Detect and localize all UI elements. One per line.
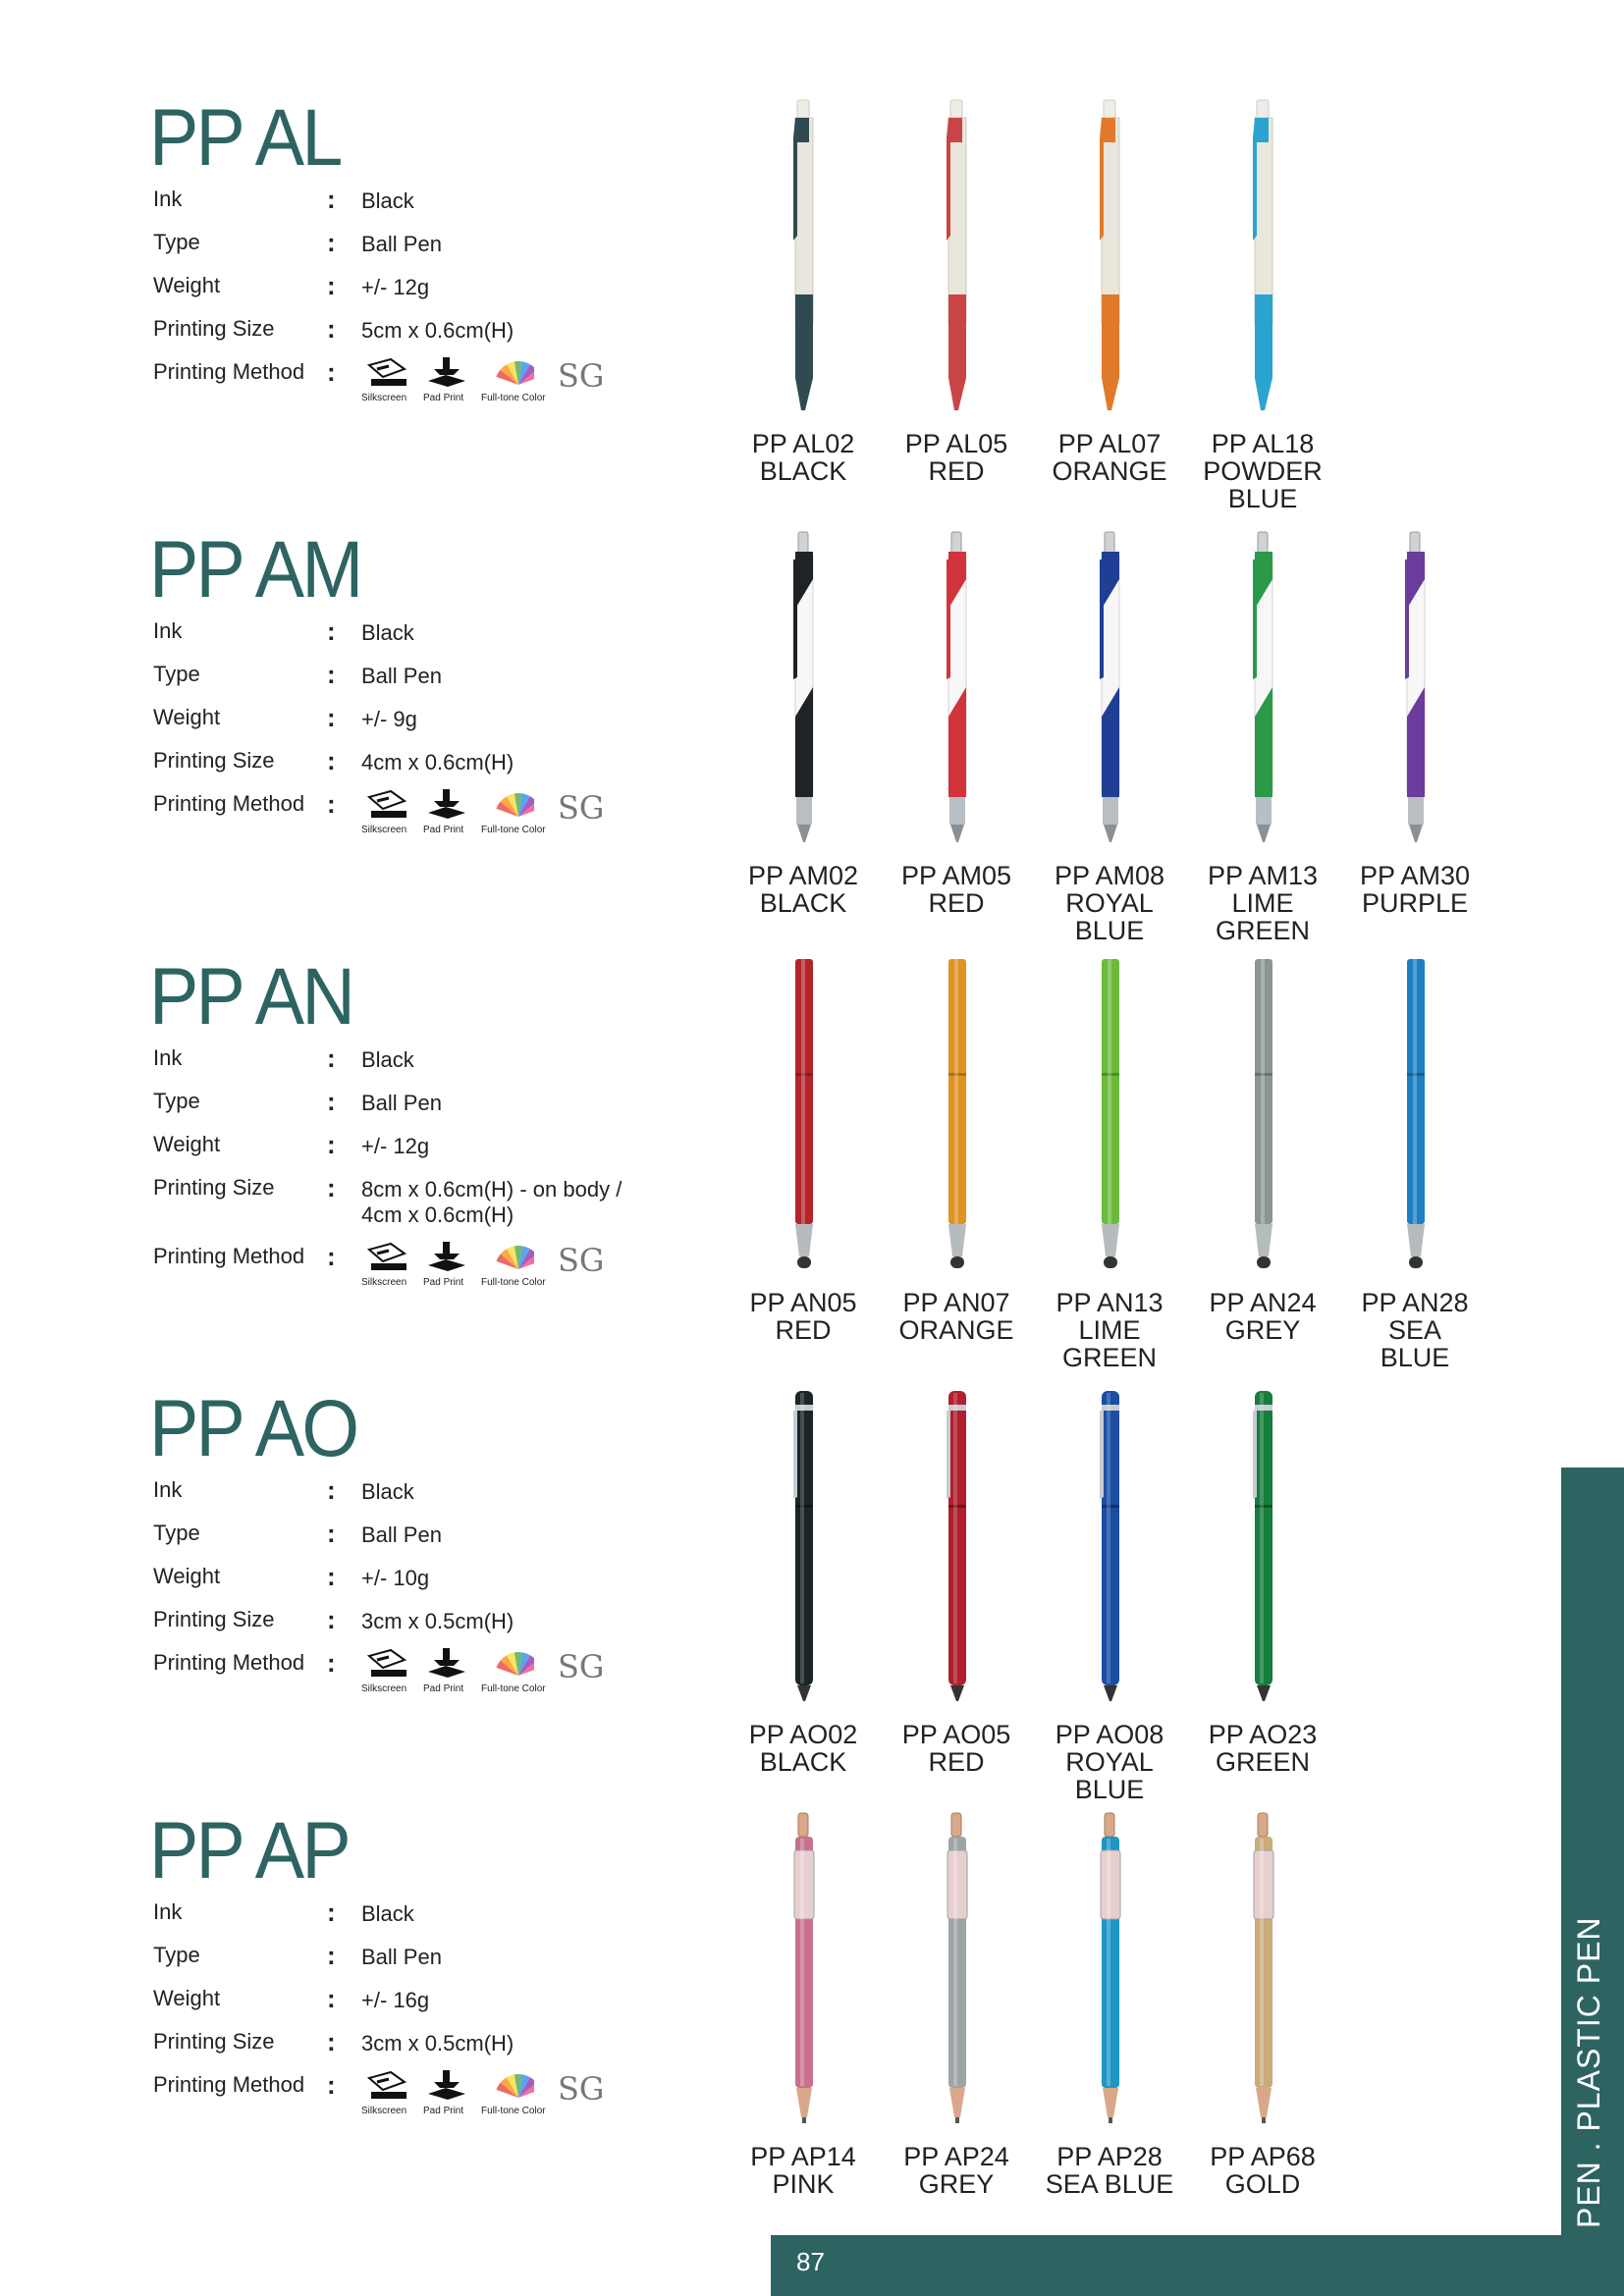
- pen-label: [725, 862, 882, 917]
- pen-image: [937, 1389, 976, 1703]
- printing-method-label: Printing Method: [153, 2072, 305, 2097]
- printing-size-label: Printing Size: [153, 2029, 275, 2054]
- printing-size-value: 3cm x 0.5cm(H): [361, 1609, 514, 1633]
- printing-size-value: 4cm x 0.6cm(H): [361, 750, 514, 774]
- printing-methods: [361, 2068, 617, 2119]
- footer-band: [771, 2235, 1624, 2296]
- pen-image: [1090, 530, 1129, 844]
- pen-code: PP AM30: [1359, 861, 1471, 890]
- pen-image: [937, 1811, 976, 2125]
- pen-image: [937, 98, 976, 412]
- pad-print-icon: [424, 1240, 469, 1273]
- spec-colon: :: [327, 1475, 336, 1505]
- spec-colon: :: [327, 1605, 336, 1634]
- pen-color-name: BLACK: [759, 1747, 847, 1777]
- pen-image: [1395, 530, 1435, 844]
- pen-image: [784, 530, 823, 844]
- ink-value: Black: [361, 1901, 414, 1926]
- spec-colon: :: [327, 703, 336, 732]
- pen-color-name: ROYAL BLUE: [1065, 1747, 1154, 1804]
- pen-image: [1090, 1389, 1129, 1703]
- product-title: PP AN: [149, 952, 353, 1041]
- sg-logo: SG: [558, 789, 605, 827]
- silkscreen-label: Silkscreen: [361, 2106, 407, 2116]
- product-title: PP AP: [149, 1806, 349, 1896]
- silkscreen-label: Silkscreen: [361, 825, 407, 835]
- spec-colon: :: [327, 2027, 336, 2056]
- spec-colon: :: [327, 271, 336, 300]
- ink-value: Black: [361, 188, 414, 213]
- pen-code: PP AM05: [900, 861, 1012, 890]
- silkscreen-label: Silkscreen: [361, 1277, 407, 1288]
- pen-label: [1184, 1721, 1341, 1776]
- full-tone-color-label: Full-tone Color: [481, 1277, 546, 1288]
- pen-code: PP AL07: [1057, 429, 1162, 458]
- pen-color-name: GREY: [918, 2169, 995, 2199]
- pen-code: PP AO08: [1055, 1720, 1164, 1749]
- pen-color-name: ORANGE: [1052, 456, 1167, 486]
- silkscreen-icon: [365, 787, 410, 821]
- pen-color-name: RED: [928, 456, 985, 486]
- type-value: Ball Pen: [361, 664, 442, 688]
- pen-code: PP AL18: [1211, 429, 1315, 458]
- full-tone-color-icon: [489, 355, 534, 389]
- pen-label: [1031, 862, 1188, 944]
- spec-colon: :: [327, 1897, 336, 1927]
- sg-logo: SG: [558, 1648, 605, 1685]
- type-label: Type: [153, 1943, 200, 1967]
- pen-image: [1243, 98, 1282, 412]
- full-tone-color-label: Full-tone Color: [481, 1683, 546, 1694]
- pad-print-icon: [424, 355, 469, 389]
- ink-label: Ink: [153, 1045, 183, 1070]
- pen-color-name: LIME GREEN: [1061, 1315, 1158, 1372]
- pen-image: [1243, 1389, 1282, 1703]
- product-section: [0, 952, 1551, 1379]
- printing-size-label: Printing Size: [153, 748, 275, 773]
- pen-label: [725, 1721, 882, 1776]
- pad-print-label: Pad Print: [423, 825, 464, 835]
- spec-colon: :: [327, 660, 336, 689]
- pen-image: [784, 98, 823, 412]
- printing-size-label: Printing Size: [153, 1175, 275, 1200]
- pen-color-name: RED: [775, 1315, 832, 1345]
- pad-print-label: Pad Print: [423, 1277, 464, 1288]
- pen-code: PP AL02: [751, 429, 855, 458]
- pen-image: [1243, 1811, 1282, 2125]
- pen-label: [725, 2143, 882, 2198]
- printing-methods: [361, 787, 617, 838]
- pen-image: [784, 957, 823, 1271]
- spec-colon: :: [327, 228, 336, 257]
- pen-code: PP AM08: [1054, 861, 1165, 890]
- weight-label: Weight: [153, 1564, 221, 1588]
- ink-label: Ink: [153, 1477, 183, 1502]
- full-tone-color-label: Full-tone Color: [481, 825, 546, 835]
- pen-color-name: SEA BLUE: [1045, 2169, 1174, 2199]
- spec-colon: :: [327, 314, 336, 344]
- pen-image: [1090, 1811, 1129, 2125]
- type-value: Ball Pen: [361, 1522, 442, 1547]
- printing-size-value: 5cm x 0.6cm(H): [361, 318, 514, 343]
- ink-value: Black: [361, 1047, 414, 1072]
- side-label: PEN . PLASTIC PEN: [1571, 1916, 1606, 2228]
- pen-code: PP AM13: [1207, 861, 1319, 890]
- product-section: [0, 1806, 1551, 2233]
- pad-print-label: Pad Print: [423, 393, 464, 403]
- pen-label: [1184, 2143, 1341, 2198]
- pen-label: [878, 1721, 1035, 1776]
- silkscreen-icon: [365, 2068, 410, 2102]
- page-number: 87: [796, 2247, 825, 2276]
- pen-color-name: GREY: [1224, 1315, 1301, 1345]
- spec-colon: :: [327, 1043, 336, 1073]
- pad-print-icon: [424, 1646, 469, 1680]
- spec-colon: :: [327, 1242, 336, 1271]
- pen-code: PP AN28: [1361, 1288, 1469, 1317]
- printing-size-label: Printing Size: [153, 316, 275, 341]
- spec-colon: :: [327, 746, 336, 775]
- pen-image: [784, 1811, 823, 2125]
- pad-print-label: Pad Print: [423, 1683, 464, 1694]
- pen-label: [878, 430, 1035, 485]
- pen-color-name: SEA BLUE: [1380, 1315, 1450, 1372]
- weight-label: Weight: [153, 1986, 221, 2010]
- pen-image: [1395, 957, 1435, 1271]
- pen-image: [784, 1389, 823, 1703]
- pen-label: [1184, 862, 1341, 944]
- spec-colon: :: [327, 1984, 336, 2013]
- product-section: [0, 93, 1551, 520]
- pen-label: [1031, 1289, 1188, 1371]
- spec-colon: :: [327, 1087, 336, 1116]
- pen-label: [725, 430, 882, 485]
- pen-code: PP AO23: [1208, 1720, 1318, 1749]
- printing-methods: [361, 355, 617, 406]
- printing-size-value: 3cm x 0.5cm(H): [361, 2031, 514, 2056]
- weight-value: +/- 9g: [361, 707, 417, 731]
- spec-colon: :: [327, 2070, 336, 2100]
- pen-code: PP AN13: [1056, 1288, 1164, 1317]
- printing-size-label: Printing Size: [153, 1607, 275, 1631]
- sg-logo: SG: [558, 2070, 605, 2108]
- full-tone-color-icon: [489, 1240, 534, 1273]
- product-section: [0, 525, 1551, 952]
- pen-color-name: LIME GREEN: [1215, 888, 1311, 945]
- pen-color-name: RED: [928, 888, 985, 918]
- pen-label: [878, 2143, 1035, 2198]
- pen-label: [1336, 1289, 1493, 1371]
- type-label: Type: [153, 1089, 200, 1113]
- product-title: PP AL: [149, 93, 341, 183]
- spec-colon: :: [327, 1648, 336, 1678]
- weight-value: +/- 12g: [361, 275, 430, 299]
- silkscreen-icon: [365, 1646, 410, 1680]
- sg-logo: SG: [558, 1242, 605, 1279]
- pen-code: PP AP68: [1210, 2142, 1316, 2171]
- pen-code: PP AN05: [749, 1288, 857, 1317]
- weight-label: Weight: [153, 273, 221, 297]
- pad-print-label: Pad Print: [423, 2106, 464, 2116]
- pen-label: [1031, 1721, 1188, 1803]
- spec-colon: :: [327, 616, 336, 646]
- pad-print-icon: [424, 2068, 469, 2102]
- spec-colon: :: [327, 1941, 336, 1970]
- pen-code: PP AP14: [750, 2142, 856, 2171]
- spec-colon: :: [327, 1130, 336, 1159]
- pen-color-name: BLACK: [759, 456, 847, 486]
- pen-label: [725, 1289, 882, 1344]
- silkscreen-label: Silkscreen: [361, 393, 407, 403]
- pen-color-name: ORANGE: [898, 1315, 1014, 1345]
- silkscreen-label: Silkscreen: [361, 1683, 407, 1694]
- pen-image: [1243, 530, 1282, 844]
- spec-colon: :: [327, 185, 336, 214]
- ink-label: Ink: [153, 1899, 183, 1924]
- pen-code: PP AP28: [1056, 2142, 1163, 2171]
- pen-color-name: GREEN: [1215, 1747, 1311, 1777]
- product-title: PP AO: [149, 1384, 357, 1473]
- weight-value: +/- 12g: [361, 1134, 430, 1158]
- pen-image: [1243, 957, 1282, 1271]
- spec-colon: :: [327, 357, 336, 387]
- pen-color-name: PINK: [772, 2169, 835, 2199]
- pen-code: PP AO02: [748, 1720, 858, 1749]
- pen-code: PP AN24: [1209, 1288, 1317, 1317]
- pen-color-name: ROYAL BLUE: [1065, 888, 1154, 945]
- pen-image: [937, 957, 976, 1271]
- weight-value: +/- 10g: [361, 1566, 430, 1590]
- silkscreen-icon: [365, 1240, 410, 1273]
- spec-colon: :: [327, 1173, 336, 1202]
- spec-colon: :: [327, 1562, 336, 1591]
- printing-methods: [361, 1646, 617, 1697]
- spec-colon: :: [327, 1519, 336, 1548]
- pen-color-name: BLACK: [759, 888, 847, 918]
- ink-label: Ink: [153, 618, 183, 643]
- pen-label: [1336, 862, 1493, 917]
- full-tone-color-label: Full-tone Color: [481, 393, 546, 403]
- pen-color-name: PURPLE: [1361, 888, 1469, 918]
- printing-method-label: Printing Method: [153, 1244, 305, 1268]
- pen-label: [1031, 2143, 1188, 2198]
- type-label: Type: [153, 662, 200, 686]
- weight-label: Weight: [153, 1132, 221, 1156]
- pen-image: [1090, 98, 1129, 412]
- printing-method-label: Printing Method: [153, 1650, 305, 1675]
- printing-method-label: Printing Method: [153, 791, 305, 816]
- type-label: Type: [153, 1521, 200, 1545]
- type-value: Ball Pen: [361, 1091, 442, 1115]
- pen-label: [878, 862, 1035, 917]
- full-tone-color-icon: [489, 787, 534, 821]
- type-label: Type: [153, 230, 200, 254]
- printing-method-label: Printing Method: [153, 359, 305, 384]
- pen-label: [1031, 430, 1188, 485]
- sg-logo: SG: [558, 357, 605, 395]
- silkscreen-icon: [365, 355, 410, 389]
- type-value: Ball Pen: [361, 232, 442, 256]
- product-section: [0, 1384, 1551, 1811]
- pen-color-name: GOLD: [1224, 2169, 1301, 2199]
- product-title: PP AM: [149, 525, 361, 614]
- pad-print-icon: [424, 787, 469, 821]
- type-value: Ball Pen: [361, 1945, 442, 1969]
- ink-value: Black: [361, 620, 414, 645]
- weight-label: Weight: [153, 705, 221, 729]
- spec-colon: :: [327, 789, 336, 819]
- pen-color-name: POWDER BLUE: [1203, 456, 1323, 513]
- pen-label: [1184, 430, 1341, 512]
- pen-code: PP AO05: [901, 1720, 1011, 1749]
- weight-value: +/- 16g: [361, 1988, 430, 2012]
- pen-code: PP AM02: [747, 861, 859, 890]
- pen-image: [937, 530, 976, 844]
- full-tone-color-icon: [489, 1646, 534, 1680]
- pen-code: PP AL05: [904, 429, 1008, 458]
- printing-methods: [361, 1240, 617, 1291]
- ink-label: Ink: [153, 187, 183, 211]
- pen-code: PP AP24: [903, 2142, 1009, 2171]
- printing-size-value: 8cm x 0.6cm(H) - on body / 4cm x 0.6cm(H): [361, 1177, 623, 1228]
- pen-image: [1090, 957, 1129, 1271]
- pen-label: [878, 1289, 1035, 1344]
- pen-label: [1184, 1289, 1341, 1344]
- pen-code: PP AN07: [902, 1288, 1010, 1317]
- pen-color-name: RED: [928, 1747, 985, 1777]
- ink-value: Black: [361, 1479, 414, 1504]
- full-tone-color-label: Full-tone Color: [481, 2106, 546, 2116]
- full-tone-color-icon: [489, 2068, 534, 2102]
